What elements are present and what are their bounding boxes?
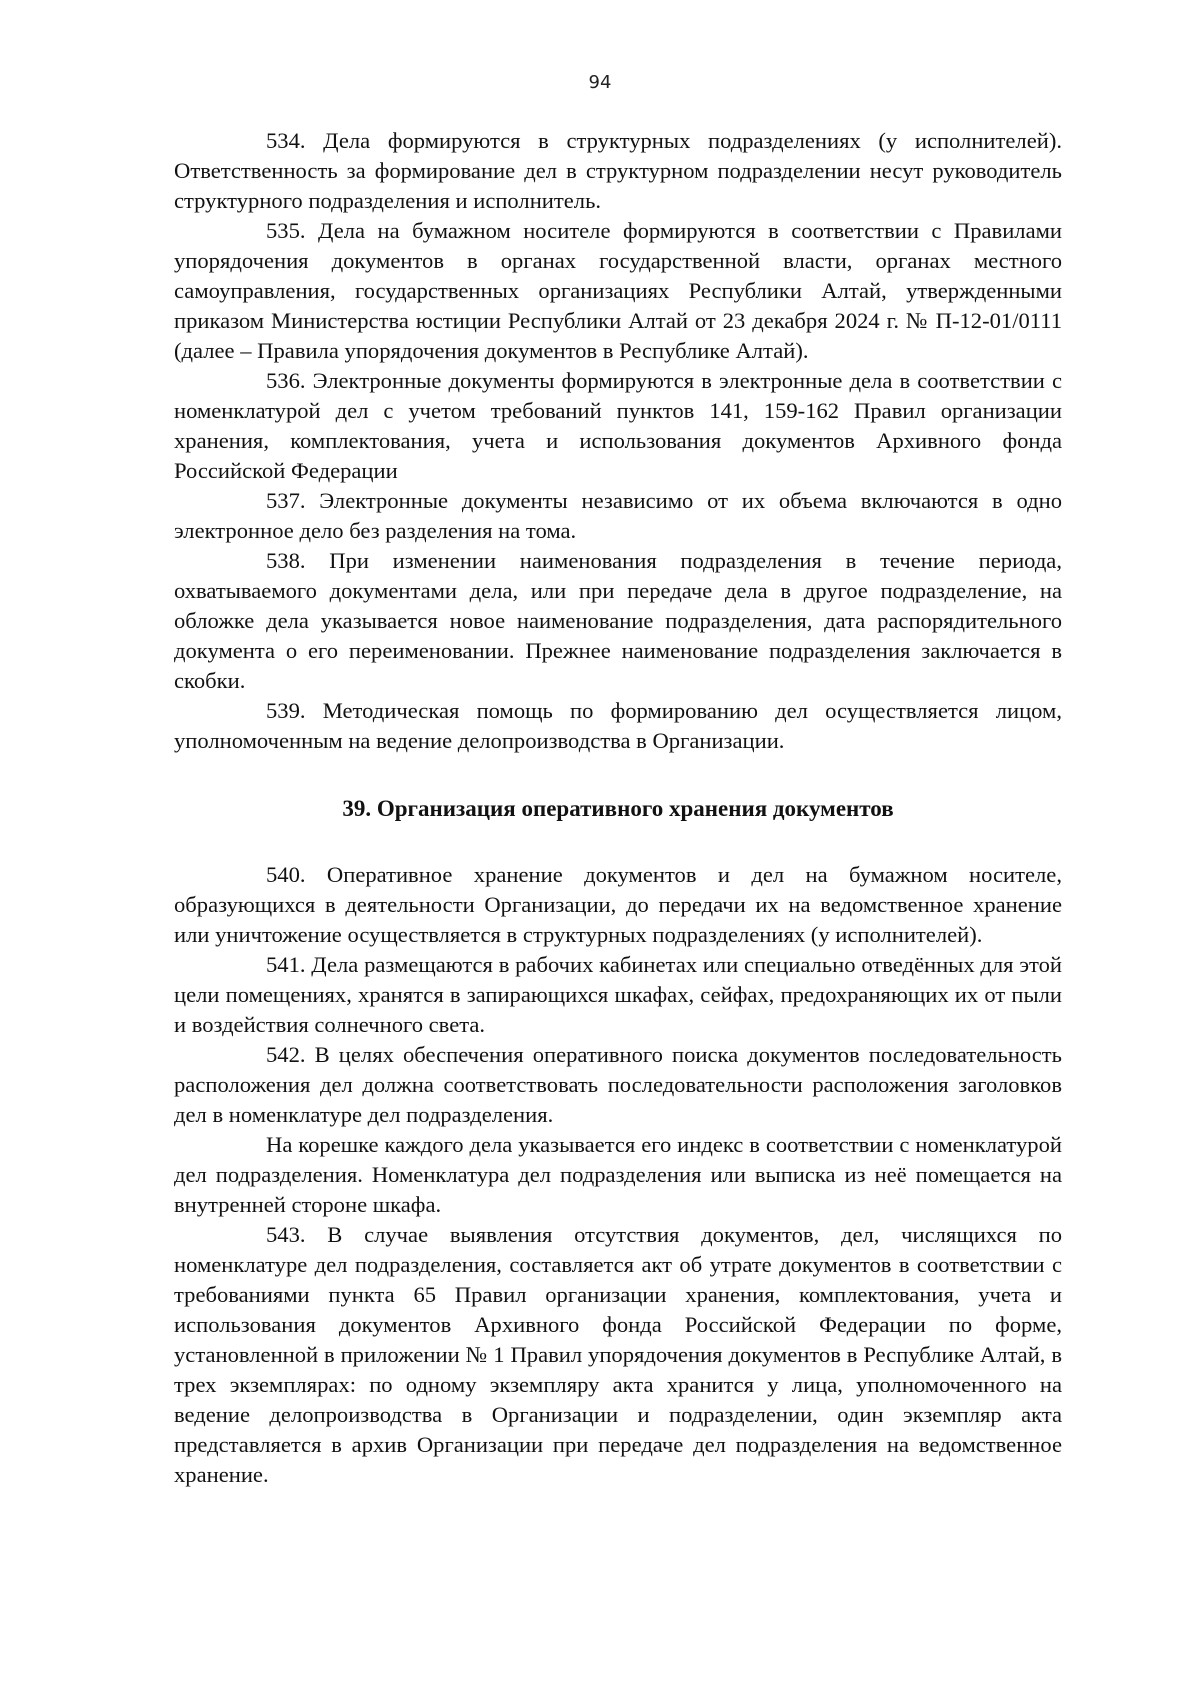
paragraph-539: 539. Методическая помощь по формированию дел осуществляется лицом, уполномоченным на ведение делопроизводства в Организации. <box>174 698 1062 753</box>
paragraph-542: 542. В целях обеспечения оперативного поиска документов последовательность расположения дел должна соответствовать последовательности расположения заголовков дел в номенклатуре дел подразделения. <box>174 1042 1062 1127</box>
paragraph-540: 540. Оперативное хранение документов и дел на бумажном носителе, образующихся в деятельности Организации, до передачи их на ведомственное хранение или уничтожение осуществляется в структурных подразделениях (у исполнителей). <box>174 862 1062 947</box>
paragraph-536: 536. Электронные документы формируются в электронные дела в соответствии с номенклатурой дел с учетом требований пунктов 141, 159-162 Правил организации хранения, комплектования, учета и использования документов Архивного фонда Российской Федерации <box>174 368 1062 483</box>
paragraph-534: 534. Дела формируются в структурных подразделениях (у исполнителей). Ответственность за формирование дел в структурном подразделении несут руководитель структурного подразделения и исполнитель. <box>174 128 1062 213</box>
document-body <box>174 126 1062 1490</box>
paragraph-542-continued: На корешке каждого дела указывается его индекс в соответствии с номенклатурой дел подразделения. Номенклатура дел подразделения или выписка из неё помещается на внутренней стороне шкафа. <box>174 1132 1062 1217</box>
paragraph-535: 535. Дела на бумажном носителе формируются в соответствии с Правилами упорядочения документов в органах государственной власти, органах местного самоуправления, государственных организациях Республики Алтай, утвержденными приказом Министерства юстиции Республики Алтай от 23 декабря 2024 г. № П-12-01/0111 (далее – Правила упорядочения документов в Республике Алтай). <box>174 218 1062 363</box>
page-number: 94 <box>588 72 612 93</box>
paragraph-537: 537. Электронные документы независимо от их объема включаются в одно электронное дело без разделения на тома. <box>174 488 1062 543</box>
paragraph-543: 543. В случае выявления отсутствия документов, дел, числящихся по номенклатуре дел подразделения, составляется акт об утрате документов в соответствии с требованиями пункта 65 Правил организации хранения, комплектования, учета и использования документов Архивного фонда Российской Федерации по форме, установленной в приложении № 1 Правил упорядочения документов в Республике Алтай, в трех экземплярах: по одному экземпляру акта хранится у лица, уполномоченного на ведение делопроизводства в Организации и подразделении, один экземпляр акта представляется в архив Организации при передаче дел подразделения на ведомственное хранение. <box>174 1222 1062 1487</box>
paragraph-538: 538. При изменении наименования подразделения в течение периода, охватываемого документами дела, или при передаче дела в другое подразделение, на обложке дела указывается новое наименование подразделения, дата распорядительного документа о его переименовании. Прежнее наименование подразделения заключается в скобки. <box>174 548 1062 693</box>
section-heading-39: 39. Организация оперативного хранения документов <box>342 796 894 821</box>
paragraph-541: 541. Дела размещаются в рабочих кабинетах или специально отведённых для этой цели помещениях, хранятся в запирающихся шкафах, сейфах, предохраняющих их от пыли и воздействия солнечного света. <box>174 952 1062 1037</box>
